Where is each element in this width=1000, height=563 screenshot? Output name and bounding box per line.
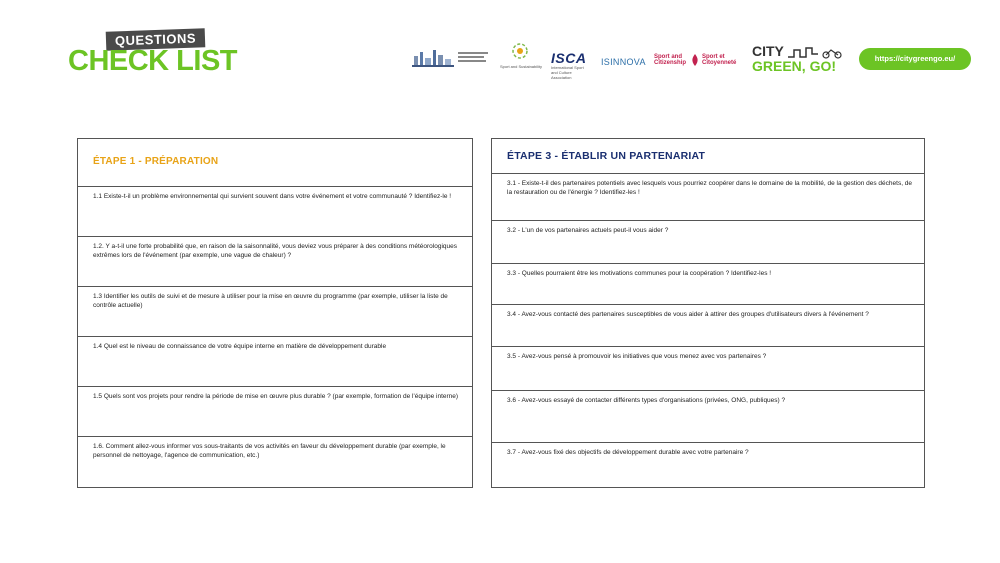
flame-icon	[690, 54, 700, 66]
isca-subtitle: International Sport and Culture Association	[551, 65, 584, 80]
logo-main-title: CHECK LIST	[68, 45, 237, 77]
table-row: 3.3 - Quelles pourraient être les motivations communes pour la coopération ? Identifiez-les !	[492, 264, 924, 305]
table-row: 3.6 - Avez-vous essayé de contacter différents types d'organisations (privées, ONG, publiques) ?	[492, 391, 924, 443]
table-row: 3.4 - Avez-vous contacté des partenaires susceptibles de vous aider à attirer des groupes d'utilisateurs divers à l'événement ?	[492, 305, 924, 347]
step3-table	[491, 138, 925, 488]
step3-header	[492, 139, 924, 174]
table-row: 1.6. Comment allez-vous informer vos sous-traitants de vos activités en faveur du développement durable (par exemple, le personnel de nettoyage, l'agence de communication, etc.)	[93, 443, 446, 459]
table-row: 1.1 Existe-t-il un problème environnemental qui survient souvent dans votre événement et votre communauté ? Identifiez-le !	[78, 187, 472, 237]
logo-tag: QUESTIONS	[106, 28, 206, 50]
step1-table	[77, 138, 473, 488]
skyline-logo-icon	[412, 48, 454, 68]
table-row: 1.4 Quel est le niveau de connaissance de votre équipe interne en matière de développement durable	[78, 337, 472, 387]
isca-logo: ISCA	[551, 50, 587, 66]
step3-title: ÉTAPE 3 - ÉTABLIR UN PARTENARIAT	[507, 149, 706, 162]
table-row: 3.5 - Avez-vous pensé à promouvoir les initiatives que vous menez avec vos partenaires ?	[492, 347, 924, 391]
table-row: 1.5 Quels sont vos projets pour rendre la période de mise en œuvre plus durable ? (par exemple, formation de l'équipe interne)	[78, 387, 472, 437]
brand-bottom: GREEN, GO!	[752, 58, 837, 74]
brand-top: CITY	[752, 43, 784, 59]
sport-citizenship-logo: Sport and Citizenship	[654, 54, 687, 66]
step1-header	[78, 139, 472, 187]
step1-title: ÉTAPE 1 - PRÉPARATION	[93, 156, 219, 168]
website-link-button[interactable]: https://citygreengo.eu/	[859, 48, 971, 70]
city-green-go-logo	[752, 44, 848, 78]
table-row: 1.3 Identifier les outils de suivi et de mesure à utiliser pour la mise en œuvre du programme (par exemple, utiliser la liste de contrôle actuelle)	[78, 287, 472, 337]
sport-sustainability-label: Sport and Sustainability	[500, 64, 543, 69]
table-row: 3.1 - Existe-t-il des partenaires potentiels avec lesquels vous pourriez coopérer dans le domaine de la mobilité, de la gestion des déchets, de la restauration ou de l'énergie ? Identifiez-les !	[492, 174, 924, 221]
checklist-logo	[68, 30, 248, 78]
table-row: 3.2 - L'un de vos partenaires actuels peut-il vous aider ?	[492, 221, 924, 264]
skyline-logo-text-icon	[458, 52, 492, 62]
isinnova-logo: ISINNOVA	[601, 57, 646, 67]
table-row: 3.7 - Avez-vous fixé des objectifs de développement durable avec votre partenaire ?	[507, 449, 749, 456]
table-row: 1.2. Y a-t-il une forte probabilité que, en raison de la saisonnalité, vous deviez vous préparer à des conditions météorologiques extrêmes lors de l'événement (par exemple, une vague de chaleur) ?	[78, 237, 472, 287]
sport-citoyennete-logo: Sport et Citoyenneté	[702, 54, 737, 66]
sport-sustainability-logo-icon	[510, 41, 530, 61]
